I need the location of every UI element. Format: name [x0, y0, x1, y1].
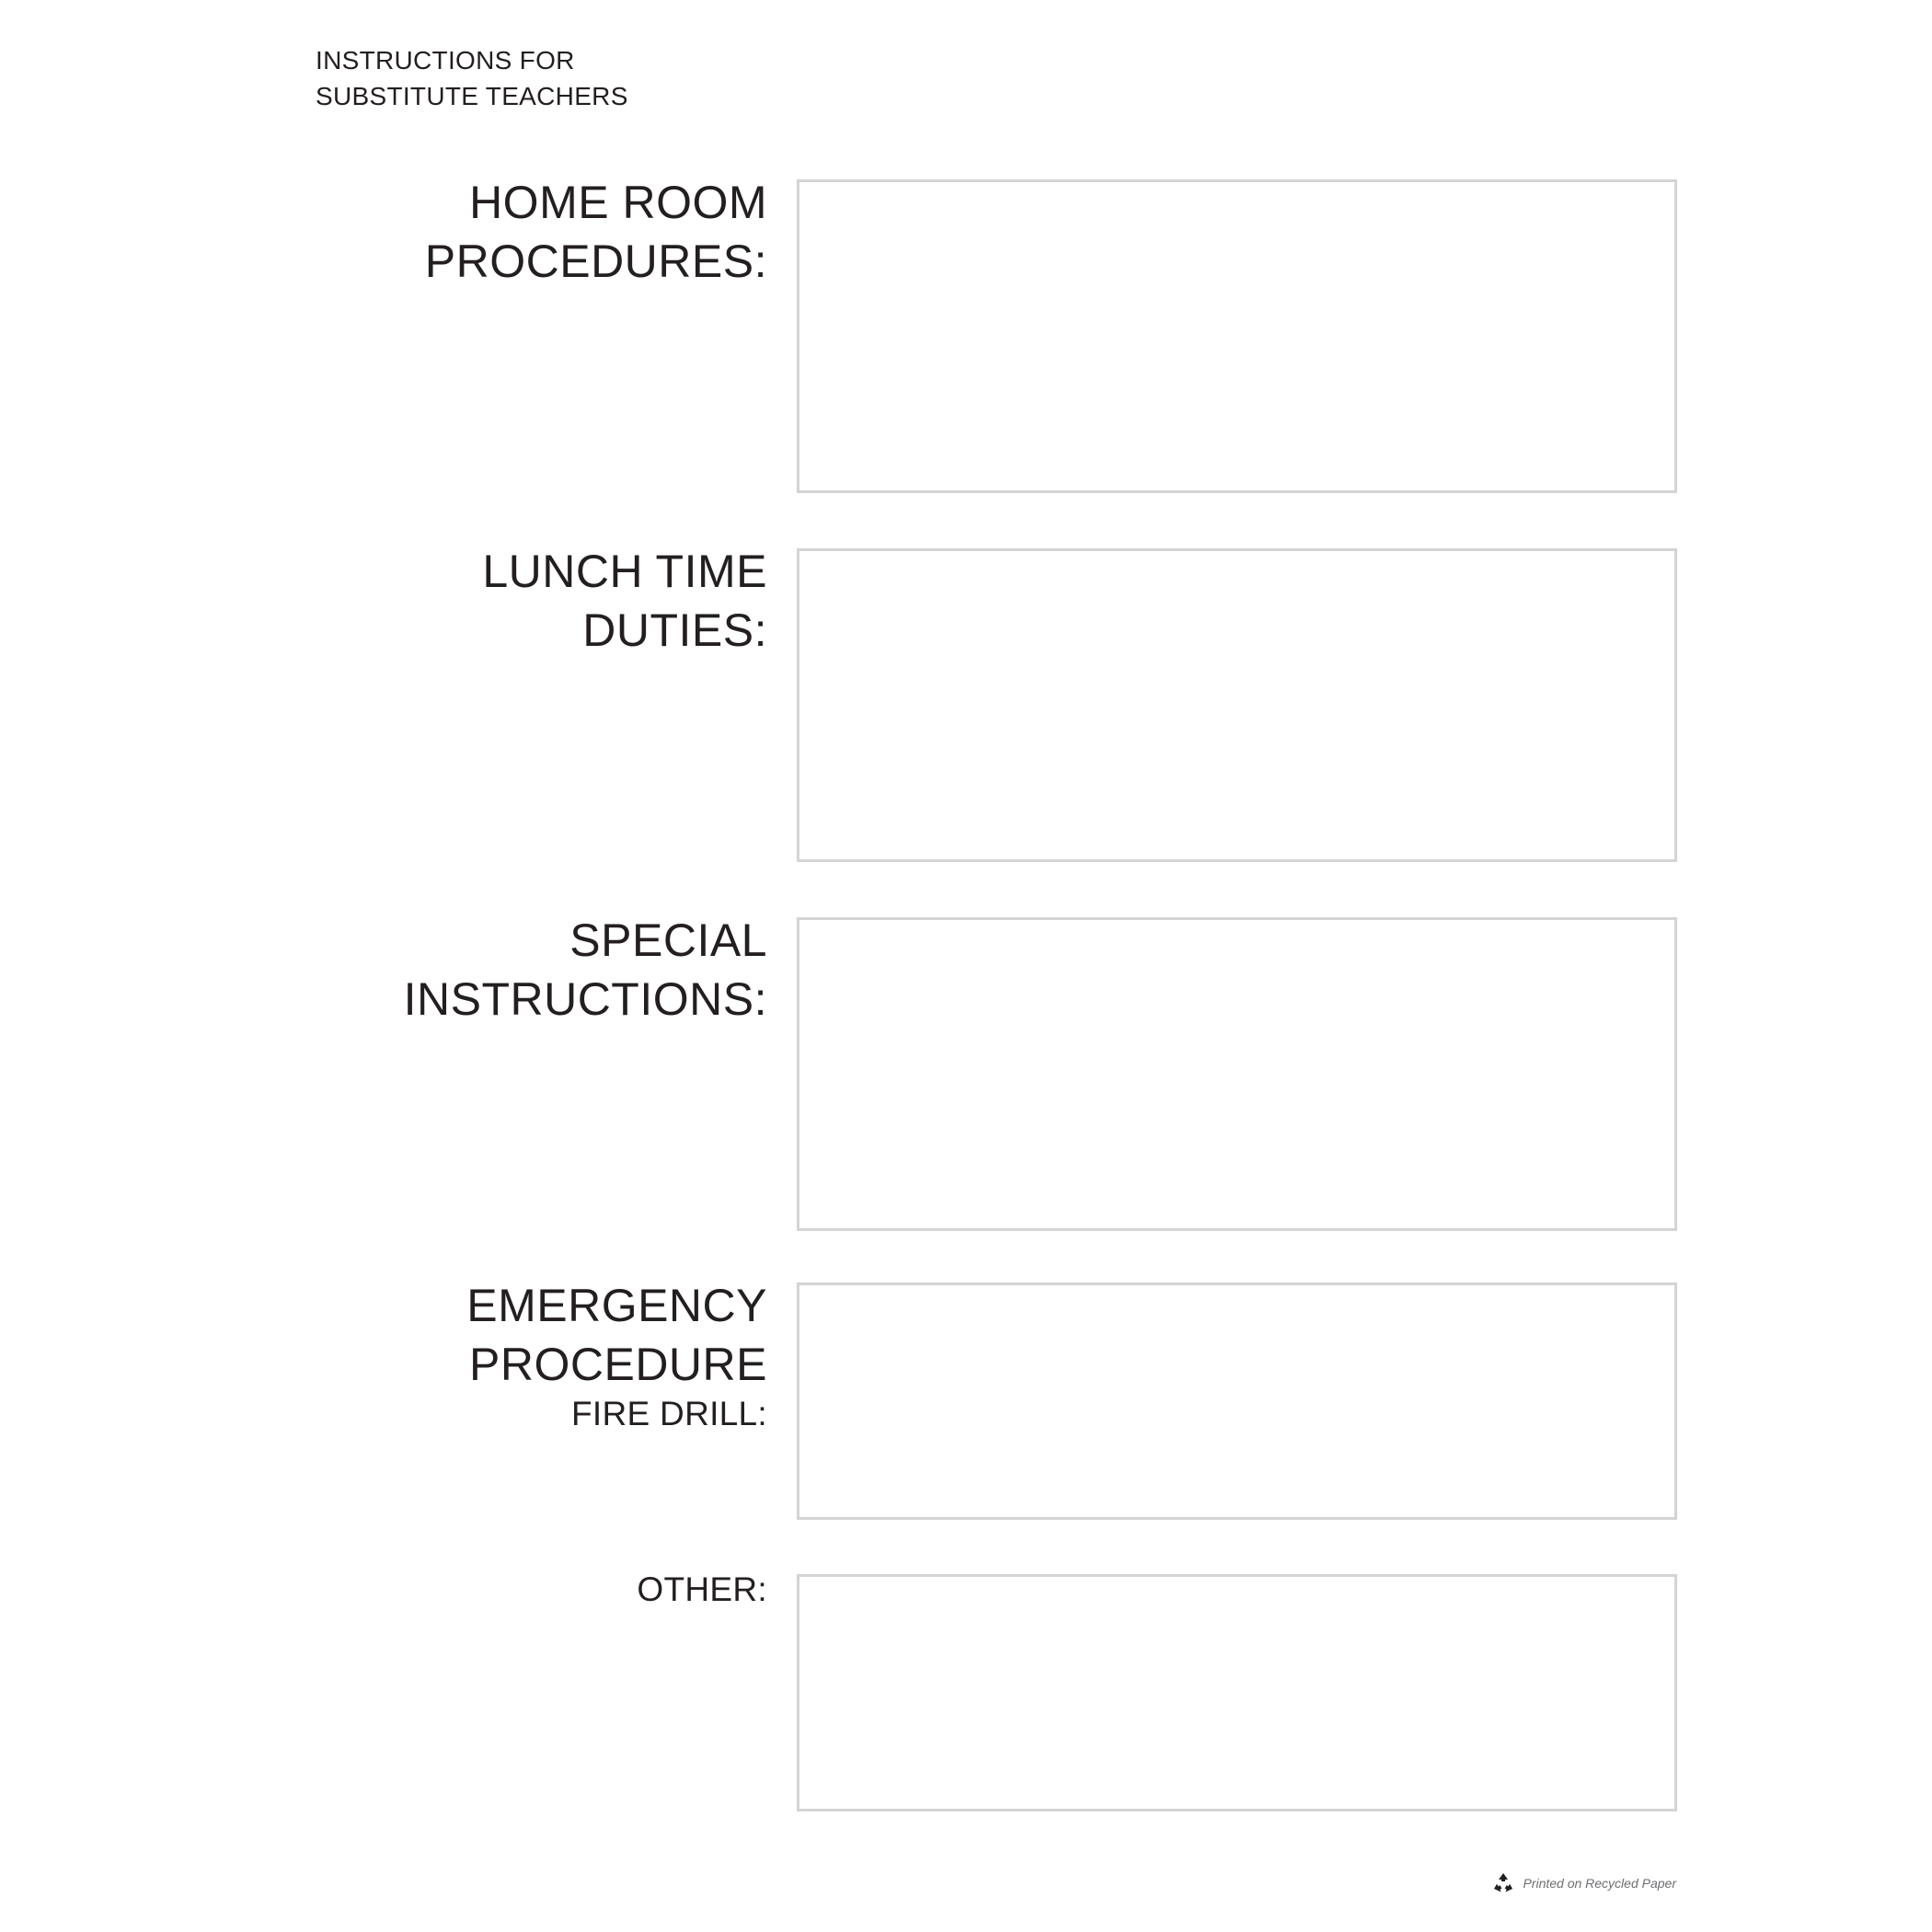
- label-line: DUTIES:: [582, 604, 767, 656]
- fire-drill-label: FIRE DRILL:: [570, 1395, 767, 1432]
- label-line: INSTRUCTIONS:: [403, 973, 767, 1025]
- other-label: [637, 1570, 767, 1610]
- lunch-time-duties-field[interactable]: [797, 548, 1677, 862]
- home-room-procedures-label: [425, 173, 767, 291]
- other-field[interactable]: [797, 1574, 1677, 1811]
- emergency-procedure-field[interactable]: [797, 1282, 1677, 1520]
- header-line-2: SUBSTITUTE TEACHERS: [316, 82, 628, 110]
- header-line-1: INSTRUCTIONS FOR: [316, 46, 575, 75]
- special-instructions-field[interactable]: [797, 917, 1677, 1231]
- label-line: EMERGENCY: [466, 1280, 767, 1331]
- recycled-paper-text: Printed on Recycled Paper: [1523, 1876, 1676, 1891]
- emergency-procedure-label: [466, 1276, 767, 1434]
- special-instructions-label: [404, 911, 767, 1029]
- label-line: HOME ROOM: [469, 177, 767, 228]
- label-line: PROCEDURE: [469, 1339, 767, 1390]
- label-line: PROCEDURES:: [424, 236, 767, 287]
- lunch-time-duties-label: [482, 542, 767, 660]
- recycle-icon: [1491, 1871, 1515, 1895]
- recycled-paper-note: [1491, 1871, 1676, 1895]
- label-line: SPECIAL: [569, 914, 767, 966]
- label-line: OTHER:: [637, 1570, 767, 1608]
- label-line: LUNCH TIME: [482, 546, 767, 597]
- form-header: [316, 42, 628, 114]
- home-room-procedures-field[interactable]: [797, 179, 1677, 493]
